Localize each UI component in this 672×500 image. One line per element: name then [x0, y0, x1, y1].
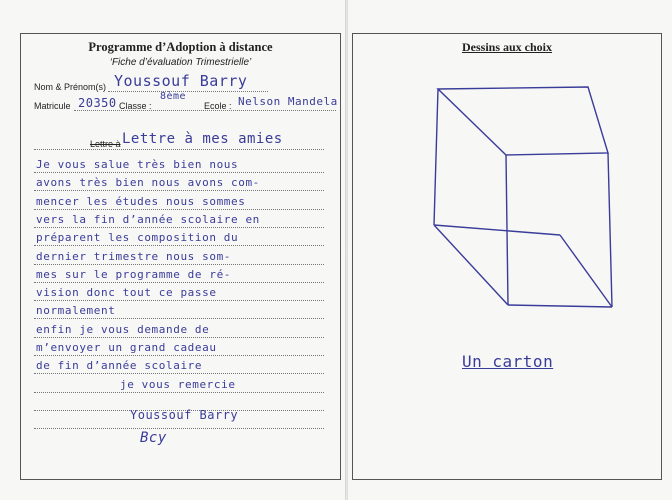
cube-top-face — [438, 87, 608, 155]
ruled-line — [34, 282, 324, 283]
ruled-line — [34, 264, 324, 265]
name-underline — [108, 91, 268, 92]
letter-label: Lettre à — [90, 139, 121, 149]
letter-line: vers la fin d’année scolaire en — [36, 212, 260, 226]
ruled-line — [34, 300, 324, 301]
ruled-line — [34, 373, 324, 374]
center-fold — [345, 0, 348, 500]
signature-name: Youssouf Barry — [130, 408, 239, 422]
ruled-line — [34, 428, 324, 429]
form-title: Programme d’Adoption à distance — [88, 40, 273, 54]
classe-label: Classe : — [119, 101, 152, 111]
letter-underline — [34, 149, 324, 150]
ruled-line — [34, 245, 324, 246]
cube-edge-bottom-front — [508, 305, 612, 307]
cube-drawing — [430, 85, 630, 315]
ruled-line — [34, 318, 324, 319]
ruled-line — [34, 227, 324, 228]
letter-line: mencer les études nous sommes — [36, 194, 246, 208]
ruled-line — [34, 172, 324, 173]
letter-line: Je vous salue très bien nous — [36, 158, 239, 171]
letter-line: dernier trimestre nous som- — [36, 249, 232, 263]
letter-line: vision donc tout ce passe — [36, 286, 217, 300]
ruled-line — [34, 337, 324, 338]
ruled-line — [34, 392, 324, 393]
letter-recipient: Lettre à mes amies — [122, 131, 283, 147]
cube-edge-bottom-left — [434, 225, 508, 305]
ruled-line — [34, 355, 324, 356]
letter-line: enfin je vous demande de — [36, 322, 210, 336]
letter-line: préparent les composition du — [36, 231, 239, 245]
cube-edge-right-vertical — [608, 153, 612, 307]
ruled-line — [34, 190, 324, 191]
letter-line: de fin d’année scolaire — [36, 359, 203, 373]
drawing-caption: Un carton — [462, 352, 554, 371]
matricule-label: Matricule — [34, 101, 71, 111]
matricule-underline — [74, 110, 336, 111]
cube-edge-back-right — [560, 235, 612, 307]
name-value: Youssouf Barry — [114, 72, 248, 90]
ecole-value: Nelson Mandela — [238, 95, 338, 108]
letter-line: mes sur le programme de ré- — [36, 267, 232, 281]
name-label: Nom & Prénom(s) — [34, 82, 107, 92]
cube-edge-left-front — [434, 89, 438, 225]
letter-line: je vous remercie — [120, 377, 236, 391]
letter-line: normalement — [36, 304, 116, 318]
ecole-label: Ecole : — [204, 101, 232, 111]
drawing-title: Dessins aux choix — [461, 40, 553, 54]
cube-edge-back-bottom — [434, 225, 560, 235]
signature-mark: Bcy — [140, 430, 167, 446]
ruled-line — [34, 209, 324, 210]
form-subtitle: ‘Fiche d’évaluation Trimestrielle’ — [109, 57, 252, 68]
matricule-value: 20350 — [78, 96, 117, 110]
letter-line: m’envoyer un grand cadeau — [36, 341, 217, 354]
cube-edge-front-vertical — [506, 155, 508, 305]
letter-line: avons très bien nous avons com- — [36, 176, 260, 190]
classe-value: 8ème — [160, 91, 187, 102]
